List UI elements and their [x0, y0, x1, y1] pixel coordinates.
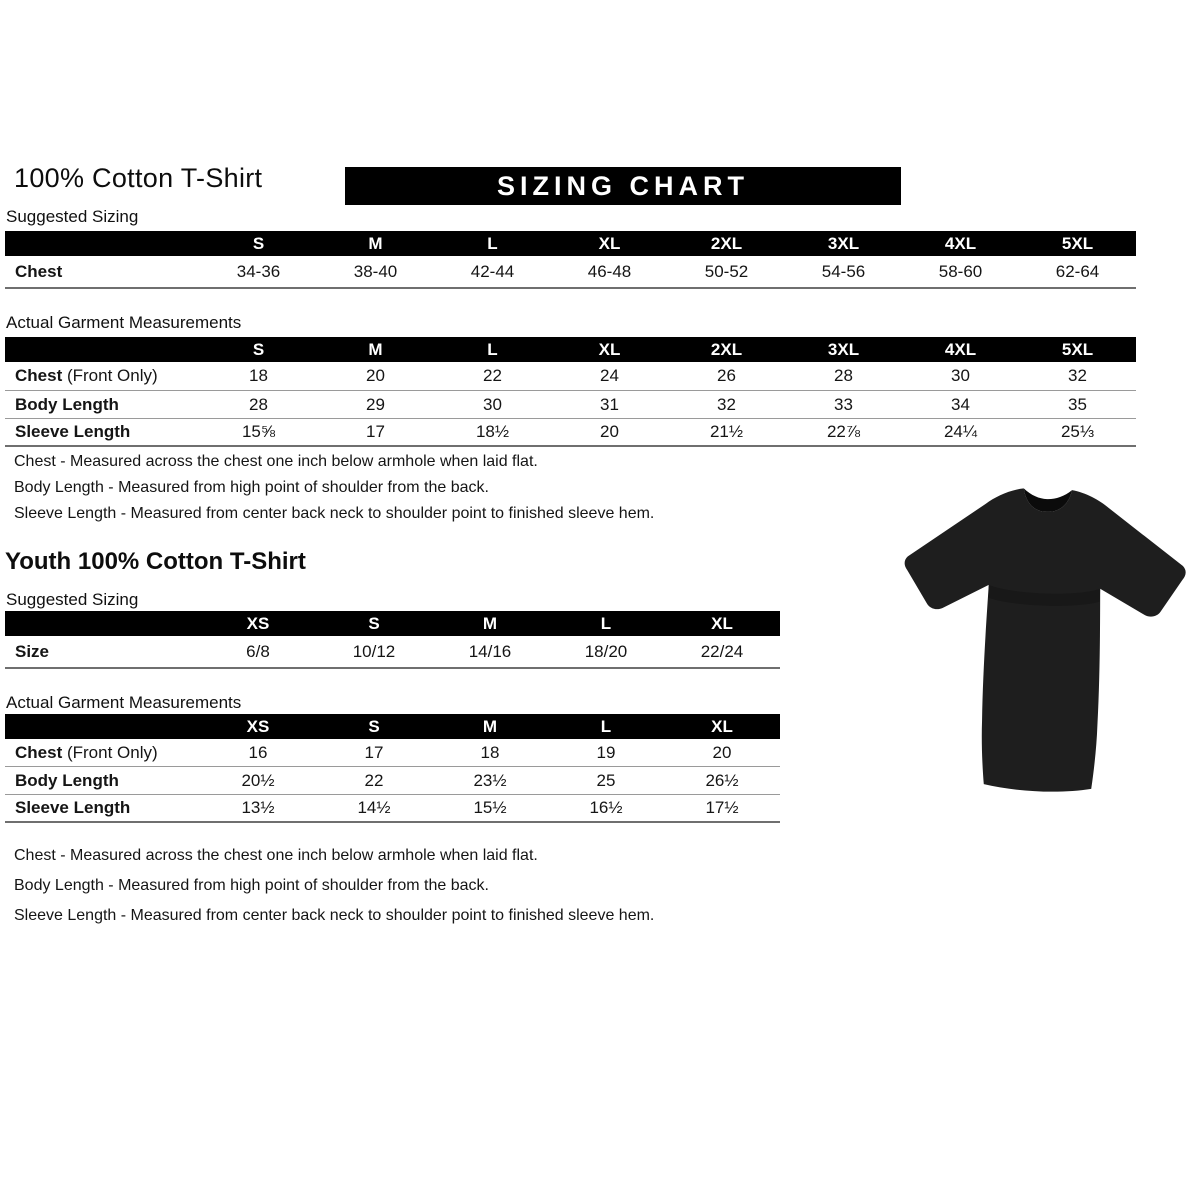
youth-size-row — [5, 636, 780, 669]
row-label: Sleeve Length — [15, 798, 131, 817]
adult-chest-row — [5, 362, 1136, 391]
cell: 20 — [600, 422, 619, 441]
cell: 15½ — [473, 798, 507, 817]
row-label: Body Length — [15, 770, 119, 790]
cell: 24¼ — [943, 422, 978, 441]
note-body: Body Length - Measured from high point of shoulder from the back. — [14, 877, 489, 894]
adult-suggested-header-row — [5, 231, 1136, 256]
col-header-s: S — [368, 613, 380, 633]
cell: 35 — [1068, 394, 1087, 414]
cell: 17 — [366, 422, 385, 441]
cell: 30 — [483, 394, 502, 414]
note-sleeve: Sleeve Length - Measured from center back neck to shoulder point to finished sleeve hem. — [14, 505, 655, 522]
cell: 22⅞ — [826, 422, 861, 441]
cell: 21½ — [709, 422, 744, 441]
cell: 16½ — [589, 798, 623, 817]
col-header-l: L — [487, 339, 498, 359]
cell: 20½ — [241, 770, 275, 790]
cell: 22 — [364, 770, 384, 790]
col-header-s: S — [368, 716, 380, 736]
cell: 28 — [249, 394, 268, 414]
youth-chest-row — [5, 739, 780, 767]
col-header-xs: XS — [246, 716, 270, 736]
cell: 14/16 — [468, 641, 512, 661]
cell: 22 — [483, 366, 502, 385]
col-header-l: L — [600, 716, 612, 736]
youth-garment-heading: Actual Garment Measurements — [6, 693, 242, 712]
youth-body-length-row — [5, 767, 780, 795]
col-header-l: L — [600, 613, 612, 633]
tshirt-graphic — [887, 473, 1194, 815]
youth-title: Youth 100% Cotton T-Shirt — [5, 548, 306, 575]
adult-chest-suggested-row — [5, 256, 1136, 289]
col-header-s: S — [252, 233, 265, 253]
cell: 26½ — [705, 770, 739, 790]
cell: 23½ — [473, 770, 507, 790]
cell: 14½ — [357, 798, 391, 817]
cell: 32 — [717, 394, 736, 414]
cell: 6/8 — [246, 641, 270, 661]
col-header-l: L — [487, 233, 498, 253]
cell: 46-48 — [587, 261, 632, 281]
cell: 62-64 — [1055, 261, 1100, 281]
col-header-m: M — [368, 233, 383, 253]
col-header-4xl: 4XL — [944, 233, 977, 253]
cell: 20 — [366, 366, 385, 385]
cell: 26 — [717, 366, 736, 385]
col-header-2xl: 2XL — [710, 339, 743, 359]
row-label: Chest (Front Only) — [15, 366, 158, 385]
col-header-xs: XS — [246, 613, 270, 633]
youth-garment-table — [5, 714, 780, 823]
cell: 30 — [951, 366, 970, 385]
col-header-5xl: 5XL — [1061, 233, 1094, 253]
cell: 33 — [834, 394, 853, 414]
cell: 42-44 — [470, 261, 515, 281]
col-header-xl: XL — [711, 613, 733, 633]
col-header-4xl: 4XL — [944, 339, 977, 359]
cell: 15⅝ — [241, 422, 276, 441]
col-header-2xl: 2XL — [710, 233, 743, 253]
cell: 34-36 — [236, 261, 281, 281]
cell: 25 — [596, 770, 616, 790]
youth-sleeve-length-row — [5, 795, 780, 823]
cell: 58-60 — [938, 261, 983, 281]
sizing-chart-banner — [345, 167, 901, 205]
adult-notes — [14, 449, 654, 527]
cell: 38-40 — [353, 261, 398, 281]
col-header-m: M — [482, 613, 498, 633]
cell: 18 — [249, 366, 268, 385]
cell: 25⅓ — [1060, 422, 1095, 441]
cell: 17 — [364, 742, 384, 762]
cell: 20 — [712, 742, 732, 762]
tshirt-body-shape — [897, 484, 1189, 796]
cell: 54-56 — [821, 261, 866, 281]
cell: 34 — [951, 394, 970, 414]
col-header-xl: XL — [598, 339, 621, 359]
youth-suggested-table — [5, 611, 780, 669]
col-header-m: M — [482, 716, 498, 736]
sizing-chart-banner-label: SIZING CHART — [497, 170, 749, 201]
col-header-s: S — [252, 339, 265, 359]
youth-garment-header-row — [5, 714, 780, 739]
adult-sleeve-length-row — [5, 419, 1136, 447]
cell: 13½ — [241, 798, 275, 817]
row-label: Chest (Front Only) — [15, 742, 158, 762]
col-header-3xl: 3XL — [827, 339, 860, 359]
adult-suggested-table — [5, 231, 1136, 289]
youth-suggested-header-row — [5, 611, 780, 636]
note-chest: Chest - Measured across the chest one inch below armhole when laid flat. — [14, 847, 538, 864]
cell: 29 — [366, 394, 385, 414]
col-header-5xl: 5XL — [1061, 339, 1094, 359]
youth-suggested-heading: Suggested Sizing — [6, 590, 139, 609]
cell: 19 — [596, 742, 616, 762]
cell: 50-52 — [704, 261, 749, 281]
col-header-xl: XL — [711, 716, 733, 736]
cell: 17½ — [705, 798, 739, 817]
col-header-xl: XL — [598, 233, 621, 253]
cell: 10/12 — [352, 641, 396, 661]
cell: 18/20 — [584, 641, 628, 661]
row-label: Body Length — [15, 394, 119, 414]
cell: 18½ — [475, 422, 510, 441]
tshirt-image — [887, 473, 1194, 815]
adult-garment-header-row — [5, 337, 1136, 362]
row-label: Size — [15, 641, 50, 661]
cell: 22/24 — [700, 641, 744, 661]
page-title: 100% Cotton T-Shirt — [14, 163, 263, 193]
youth-notes — [14, 841, 654, 931]
cell: 24 — [600, 366, 619, 385]
adult-suggested-heading: Suggested Sizing — [6, 207, 139, 226]
adult-garment-table — [5, 337, 1136, 447]
note-sleeve: Sleeve Length - Measured from center back neck to shoulder point to finished sleeve hem. — [14, 907, 655, 924]
row-label: Chest — [15, 261, 63, 281]
note-chest: Chest - Measured across the chest one inch below armhole when laid flat. — [14, 453, 538, 470]
note-body: Body Length - Measured from high point of shoulder from the back. — [14, 479, 489, 496]
cell: 31 — [600, 394, 619, 414]
adult-body-length-row — [5, 391, 1136, 419]
cell: 28 — [834, 366, 853, 385]
col-header-3xl: 3XL — [827, 233, 860, 253]
cell: 18 — [480, 742, 500, 762]
adult-garment-heading: Actual Garment Measurements — [6, 313, 242, 332]
cell: 16 — [248, 742, 268, 762]
row-label: Sleeve Length — [15, 422, 131, 441]
col-header-m: M — [368, 339, 383, 359]
cell: 32 — [1068, 366, 1087, 385]
